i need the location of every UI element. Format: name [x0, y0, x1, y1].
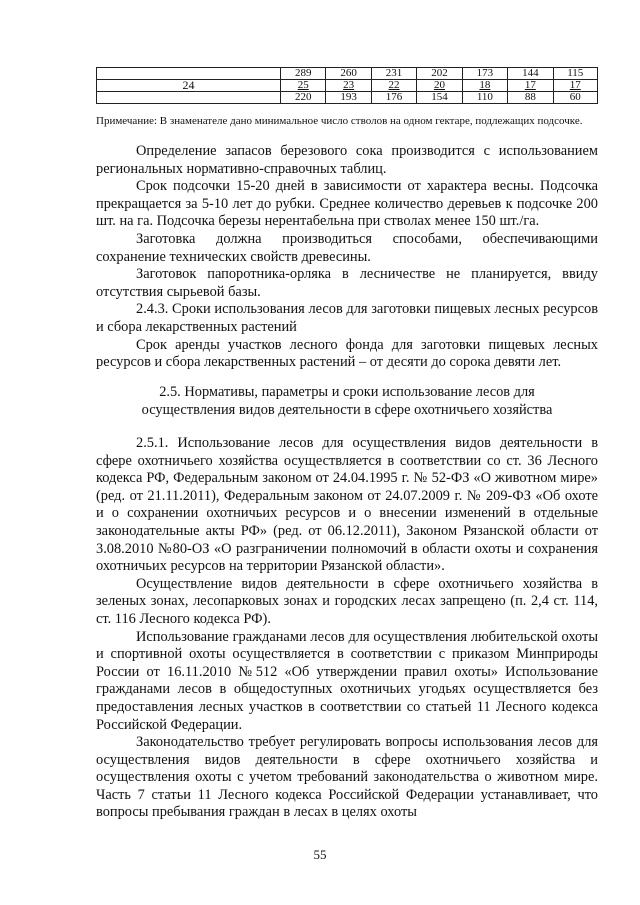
table-row	[97, 68, 598, 80]
section-2-body	[96, 435, 598, 822]
table-cell: 193	[326, 92, 371, 104]
paragraph: Заготовок папоротника-орляка в лесничестве не планируется, ввиду отсутствия сырьевой базы.	[96, 266, 598, 300]
table-cell: 220	[281, 92, 326, 104]
paragraph: Определение запасов березового сока производится с использованием региональных нормативно-справочных таблиц.	[96, 143, 598, 177]
table-cell: 289	[281, 68, 326, 80]
paragraph: Использование гражданами лесов для осуществления любительской охоты и спортивной охоты осуществляется в соответствии с приказом Минприроды России от 16.11.2010 №512 «Об утверждении правил охоты» Использование гражданами лесов в общедоступных охотничьих угодьях осуществляется без предоставления лесных участков в соответствии со статьей 11 Лесного кодекса Российской Федерации.	[96, 628, 598, 733]
table-cell: 144	[508, 68, 553, 80]
section-heading-line-1: 2.5. Нормативы, параметры и сроки использование лесов для	[159, 384, 535, 400]
section-heading	[96, 383, 598, 419]
paragraph: 2.5.1. Использование лесов для осуществления видов деятельности в сфере охотничьего хозяйства осуществляется в соответствии со ст. 36 Лесного кодекса РФ, Федеральным законом от 24.04.1995 г. № 52-ФЗ «О животном мире» (ред. от 21.11.2011), Федеральным законом от 24.07.2009 г. № 209-ФЗ «Об охоте и о сохранении охотничьих ресурсов и о внесении изменений в отдельные законодательные акты РФ» (ред. от 06.12.2011), Законом Рязанской области от 3.08.2010 №80-ОЗ «О разграничении полномочий в области охоты и сохранения охотничьих ресурсов на территории Рязанской области».	[96, 435, 598, 575]
paragraph: Законодательство требует регулировать вопросы использования лесов для осуществления видов деятельности в сфере охотничьего хозяйства и осуществления охоты с учетом требований законодательства о животном мире. Часть 7 статьи 11 Лесного кодекса Российской Федерации устанавливает, что вопросы пребывания граждан в лесах в целях охоты	[96, 734, 598, 821]
table-cell: 88	[508, 92, 553, 104]
table-cell: 23	[326, 80, 371, 92]
paragraph: Осуществление видов деятельности в сфере охотничьего хозяйства в зеленых зонах, лесопарковых зонах и городских лесах запрещено (п. 2,4 ст. 114, ст. 116 Лесного кодекса РФ).	[96, 575, 598, 627]
table-note: Примечание: В знаменателе дано минимальное число стволов на одном гектаре, подлежащих подсочке.	[96, 115, 583, 127]
table-cell: 17	[553, 80, 597, 92]
paragraph: Срок подсочки 15-20 дней в зависимости от характера весны. Подсочка прекращается за 5-10 лет до рубки. Среднее количество деревьев к подсочке 200 шт. на га. Подсочка березы нерентабельна при стволах менее 150 шт./га.	[96, 178, 598, 230]
table-row	[97, 80, 598, 92]
stand-density-table	[96, 67, 598, 104]
table-cell: 20	[417, 80, 462, 92]
table-cell: 60	[553, 92, 597, 104]
table-cell: 260	[326, 68, 371, 80]
table-cell: 173	[462, 68, 507, 80]
table-row	[97, 92, 598, 104]
table-cell: 231	[371, 68, 416, 80]
table-cell: 176	[371, 92, 416, 104]
table-cell: 18	[462, 80, 507, 92]
table-cell: 17	[508, 80, 553, 92]
section-1-body	[96, 143, 598, 372]
table-row-label: 24	[97, 80, 281, 92]
table-cell: 22	[371, 80, 416, 92]
table-cell: 154	[417, 92, 462, 104]
table-cell: 25	[281, 80, 326, 92]
paragraph: Заготовка должна производиться способами, обеспечивающими сохранение технических свойств древесины.	[96, 230, 598, 265]
paragraph: Срок аренды участков лесного фонда для заготовки пищевых лесных ресурсов и сбора лекарственных растений – от десяти до сорока девяти лет.	[96, 336, 598, 371]
table-cell: 110	[462, 92, 507, 104]
table-cell: 202	[417, 68, 462, 80]
page-number: 55	[313, 847, 327, 862]
section-heading-line-2: осуществления видов деятельности в сфере охотничьего хозяйства	[141, 402, 553, 418]
subsection-heading: 2.4.3. Сроки использования лесов для заготовки пищевых лесных ресурсов и сбора лекарственных растений	[96, 301, 598, 335]
table-row-label	[97, 92, 281, 104]
table-cell: 115	[553, 68, 597, 80]
